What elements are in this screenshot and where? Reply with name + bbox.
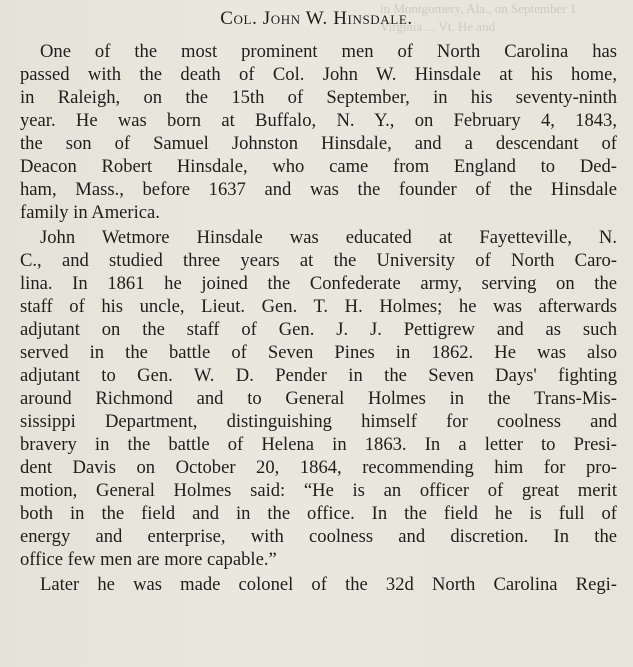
- bleed-line: Virginia ... Vt. He and: [380, 19, 496, 34]
- text-line: the son of Samuel Johnston Hinsdale, and a descendant of: [20, 133, 617, 154]
- text-line: adjutant to Gen. W. D. Pender in the Seven Days' fighting: [20, 365, 617, 386]
- text-line: Deacon Robert Hinsdale, who came from England to Ded-: [20, 156, 617, 177]
- article-body: [20, 40, 617, 598]
- paragraph-1: [20, 40, 617, 224]
- text-line: lina. In 1861 he joined the Confederate army, serving on the: [20, 273, 617, 294]
- text-line: energy and enterprise, with coolness and discretion. In the: [20, 526, 617, 547]
- text-line: John Wetmore Hinsdale was educated at Fayetteville, N.: [40, 227, 617, 248]
- text-line: passed with the death of Col. John W. Hinsdale at his home,: [20, 64, 617, 85]
- text-line: family in America.: [20, 202, 160, 223]
- text-line: sissippi Department, distinguishing himself for coolness and: [20, 411, 617, 432]
- text-line: motion, General Holmes said: “He is an officer of great merit: [20, 480, 617, 501]
- text-line: both in the field and in the office. In the field he is full of: [20, 503, 617, 524]
- text-line: in Raleigh, on the 15th of September, in his seventy-ninth: [20, 87, 617, 108]
- text-line: year. He was born at Buffalo, N. Y., on February 4, 1843,: [20, 110, 617, 131]
- text-line: adjutant on the staff of Gen. J. J. Pettigrew and as such: [20, 319, 617, 340]
- text-line: Later he was made colonel of the 32d North Carolina Regi-: [40, 574, 617, 595]
- article-title: Col. John W. Hinsdale.: [220, 8, 413, 29]
- paragraph-3: [20, 573, 617, 596]
- text-line: around Richmond and to General Holmes in the Trans-Mis-: [20, 388, 617, 409]
- text-line: One of the most prominent men of North Carolina has: [40, 41, 617, 62]
- paragraph-2: [20, 226, 617, 571]
- text-line: served in the battle of Seven Pines in 1862. He was also: [20, 342, 617, 363]
- text-line: bravery in the battle of Helena in 1863. In a letter to Presi-: [20, 434, 617, 455]
- text-line: staff of his uncle, Lieut. Gen. T. H. Holmes; he was afterwards: [20, 296, 617, 317]
- bleed-line: in Montgomery, Ala., on September 1: [380, 1, 577, 16]
- text-line: C., and studied three years at the University of North Caro-: [20, 250, 617, 271]
- text-line: office few men are more capable.”: [20, 549, 277, 570]
- text-line: ham, Mass., before 1637 and was the founder of the Hinsdale: [20, 179, 617, 200]
- text-line: dent Davis on October 20, 1864, recommending him for pro-: [20, 457, 617, 478]
